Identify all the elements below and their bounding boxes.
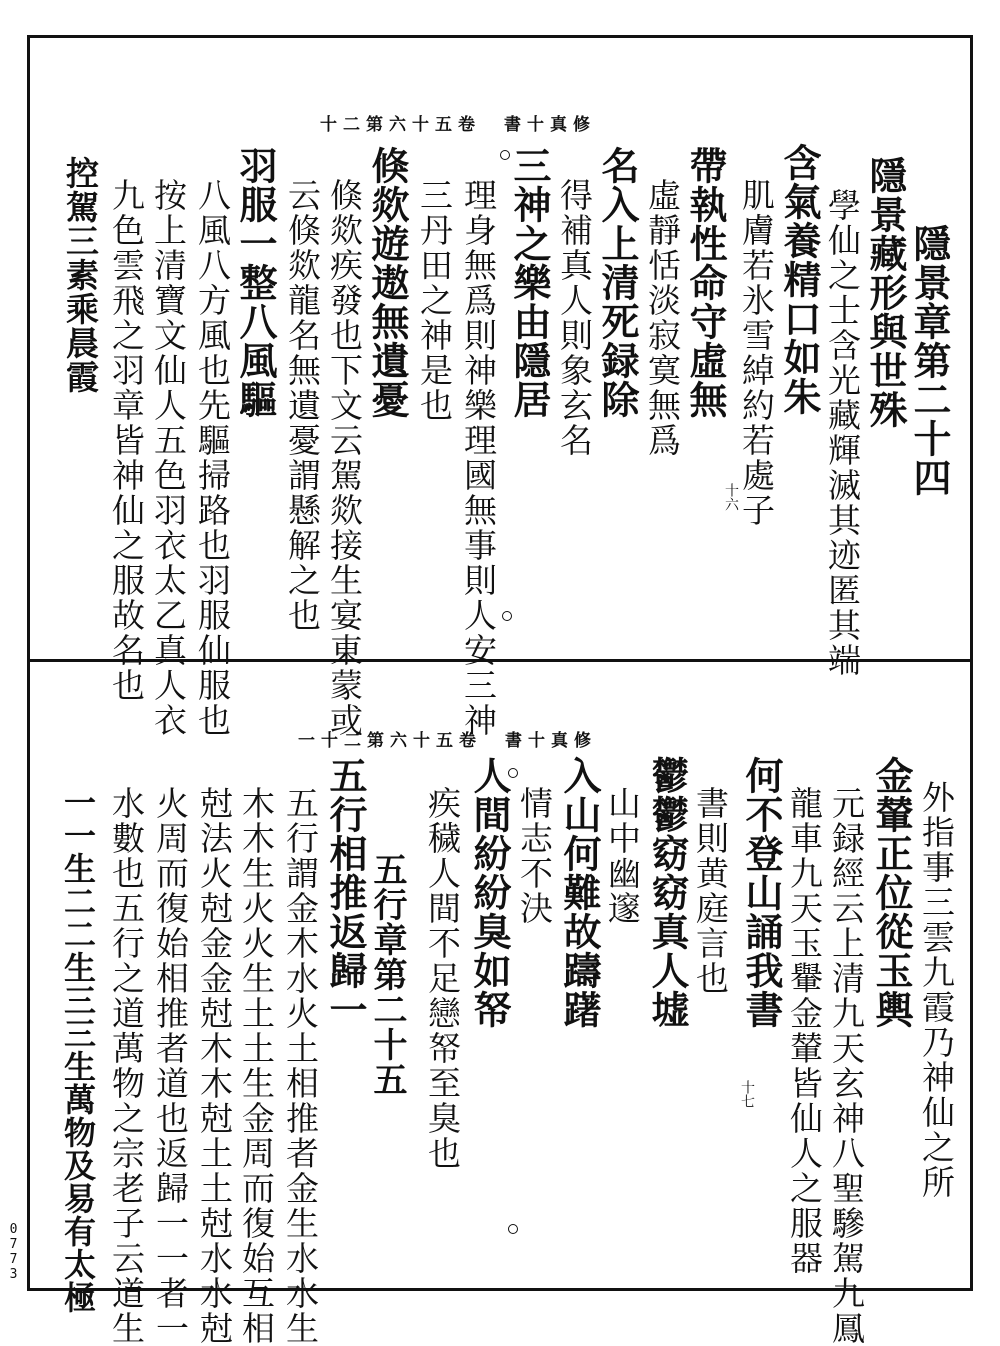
text-column: 情志不決 xyxy=(515,786,554,926)
text-column: 人間紛紛臭如帑 xyxy=(467,756,512,1029)
page-number: 0773 xyxy=(6,1222,21,1282)
text-column: 鬱鬱窈窈真人墟 xyxy=(645,756,690,1029)
text-column: 五行相推返歸一 xyxy=(323,756,368,1029)
margin-note: 十六 xyxy=(723,483,739,511)
text-column: 水數也五行之道萬物之宗老子云道生 xyxy=(107,786,146,1346)
text-column: 學仙之士含光藏輝滅其迹匿其端 xyxy=(823,188,862,678)
text-column: 三丹田之神是也 xyxy=(415,178,454,423)
text-column: 尅法火尅金金尅木木尅土土尅水水尅 xyxy=(195,786,234,1346)
text-column: 隱景章第二十四 xyxy=(907,224,952,497)
circle-mark xyxy=(508,1224,518,1234)
text-column: 書則黄庭言也 xyxy=(691,786,730,996)
text-column: 木木生火火生土土生金周而復始互相 xyxy=(237,786,276,1346)
text-column: 五行章第二十五 xyxy=(367,852,407,1097)
text-column: 龍車九天玉轝金輦皆仙人之服器 xyxy=(785,786,824,1276)
text-column: 虛靜恬淡寂寞無爲 xyxy=(643,178,682,458)
text-column: 五行謂金木水火土相推者金生水水生 xyxy=(281,786,320,1346)
margin-note: 十七 xyxy=(739,1080,755,1108)
text-column: 隱景藏形與世殊 xyxy=(863,156,908,429)
text-column: 倏欻遊遨無遺憂 xyxy=(365,146,410,419)
bottom-page xyxy=(30,662,970,1346)
text-column: 含氣養精口如朱 xyxy=(777,143,822,416)
text-column: 控駕三素乘晨霞 xyxy=(61,156,100,394)
text-column: 倏欻疾發也下文云駕欻接生宴東蒙或 xyxy=(325,178,364,738)
text-column: 名入上清死録除 xyxy=(595,146,640,419)
text-column: 按上清寶文仙人五色羽衣太乙真人衣 xyxy=(149,178,188,738)
text-column: 山中幽邃 xyxy=(603,786,642,926)
text-column: 金輦正位從玉輿 xyxy=(869,756,914,1029)
top-page xyxy=(30,38,970,738)
text-column: 入山何難故躊躇 xyxy=(557,756,602,1029)
text-column: 理身無爲則神樂理國無事則人安三神 xyxy=(459,178,498,738)
text-column: 帶執性命守虛無 xyxy=(683,146,728,419)
text-column: 九色雲飛之羽章皆神仙之服故名也 xyxy=(107,178,146,703)
text-column: 得補真人則象玄名 xyxy=(555,178,594,458)
text-column: 一一生二二生三三生萬物及易有太極 xyxy=(59,786,97,1314)
text-column: 何不登山誦我書 xyxy=(739,756,784,1029)
text-column: 羽服一整八風驅 xyxy=(233,146,278,419)
text-column: 云倏欻龍名無遺憂謂懸解之也 xyxy=(283,178,322,633)
circle-mark xyxy=(502,611,512,621)
text-column: 外指事三雲九霞乃神仙之所 xyxy=(917,780,956,1200)
circle-mark xyxy=(508,768,518,778)
text-column: 三神之樂由隱居 xyxy=(507,146,552,419)
text-column: 八風八方風也先驅掃路也羽服仙服也 xyxy=(193,178,232,738)
text-column: 疾穢人間不足戀帑至臭也 xyxy=(423,786,462,1171)
text-column: 火周而復始相推者道也返歸一一者一 xyxy=(151,786,190,1346)
bottom-page-header: 修真十書 卷五十六第二十一 xyxy=(298,731,597,751)
text-column: 肌膚若氷雪綽約若處子 xyxy=(737,178,776,528)
text-column: 元録經云上清九天玄神八聖驂駕九鳳 xyxy=(827,786,866,1346)
top-page-header: 修真十書 卷五十六第二十 xyxy=(320,115,596,135)
circle-mark xyxy=(500,150,510,160)
